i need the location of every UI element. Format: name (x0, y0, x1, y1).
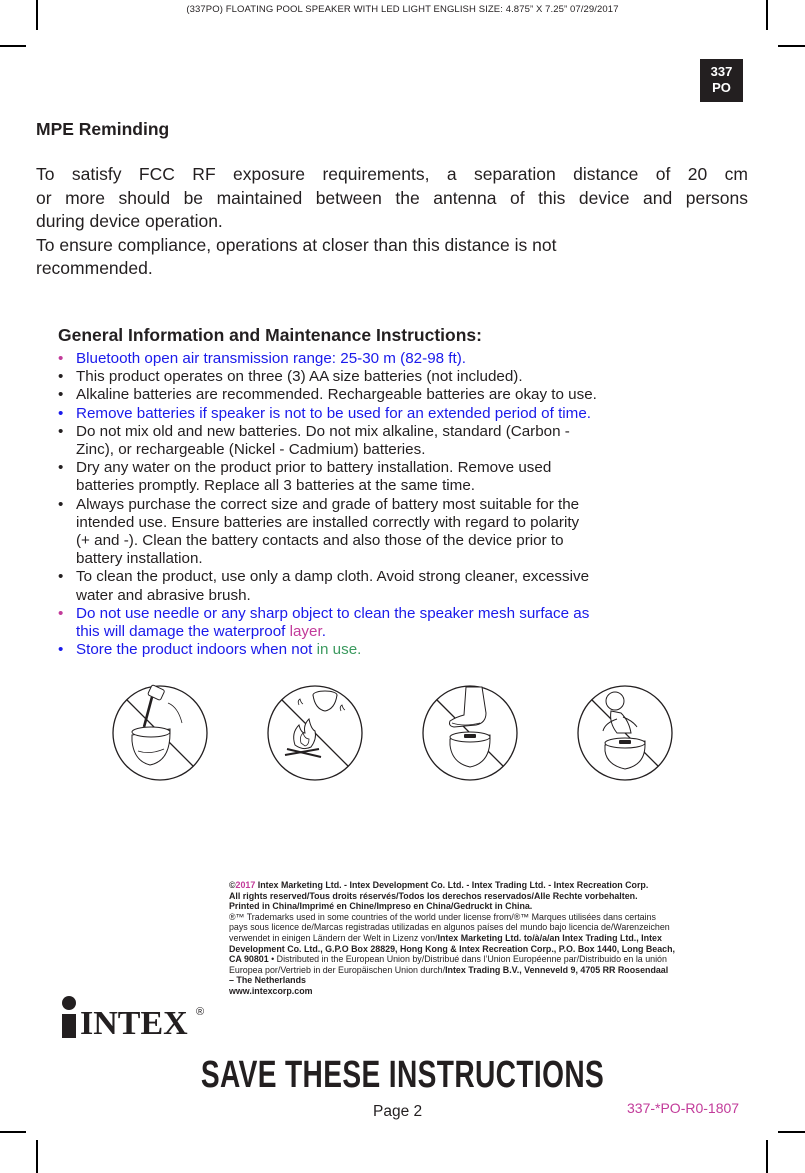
no-stepping-icon (420, 683, 520, 783)
list-item-line: Dry any water on the product prior to battery installation. Remove used (76, 459, 552, 477)
legal-line (229, 965, 769, 976)
badge-line-2: PO (712, 80, 731, 95)
list-item-tail: layer (289, 623, 322, 641)
list-item (58, 641, 758, 659)
list-item-line: Bluetooth open air transmission range: 25-30 m (82-98 ft). (76, 350, 467, 367)
no-child-sitting-graphic (575, 683, 675, 783)
bullet-icon: • (58, 368, 64, 386)
no-hammer-icon (110, 683, 210, 783)
no-stepping-graphic (420, 683, 520, 783)
list-item-period: . (321, 623, 326, 641)
mpe-line: To satisfy FCC RF exposure requirements, a separation distance of 20 cm (36, 164, 748, 184)
list-item (58, 459, 758, 495)
mpe-line: during device operation. (36, 211, 223, 231)
list-item-text: this will damage the waterproof (76, 623, 286, 641)
warning-icons (110, 683, 710, 783)
legal-line (229, 944, 769, 955)
list-item-line: battery installation. (76, 550, 203, 568)
list-item (58, 405, 758, 423)
list-item-text: Store the product indoors when not (76, 641, 313, 659)
list-item (58, 386, 758, 404)
no-fire-icon (265, 683, 365, 783)
mpe-body (36, 163, 748, 281)
list-item (58, 423, 758, 459)
list-item-line: Do not mix old and new batteries. Do not mix alkaline, standard (Carbon - (76, 422, 570, 440)
website-link: www.intexcorp.com (229, 985, 313, 996)
legal-text: – The Netherlands (229, 975, 306, 986)
list-item-line: intended use. Ensure batteries are installed correctly with regard to polarity (76, 513, 580, 531)
crop-mark (778, 45, 805, 47)
list-item (58, 496, 758, 569)
list-item-tail: in use. (316, 641, 362, 659)
mpe-line: or more should be maintained between the antenna of this device and persons (36, 187, 748, 208)
bullet-icon: • (58, 604, 64, 622)
maintenance-list (58, 350, 758, 659)
bullet-icon: • (58, 350, 64, 367)
list-item-line: This product operates on three (3) AA size batteries (not included). (76, 368, 523, 386)
legal-text: Intex Marketing Ltd. to/à/a/an Intex Trading Ltd., Intex (437, 932, 662, 943)
document-code: 337-*PO-R0-1807 (627, 1100, 740, 1116)
crop-mark (766, 1140, 768, 1173)
legal-line (229, 901, 769, 912)
bullet-icon: • (58, 495, 64, 513)
list-item-line: (+ and -). Clean the battery contacts and also those of the device prior to (76, 532, 564, 550)
copyright-symbol: © (229, 880, 236, 890)
print-slug: (337PO) FLOATING POOL SPEAKER WITH LED LIGHT ENGLISH SIZE: 4.875” X 7.25” 07/29/2017 (186, 4, 619, 15)
mpe-line: recommended. (36, 258, 153, 278)
bullet-icon: • (58, 404, 64, 422)
legal-line: ®™ Trademarks used in some countries of the world under license from/®™ Marques utilisées dans certains (229, 911, 656, 922)
bullet-icon: • (58, 568, 64, 586)
mpe-line: To ensure compliance, operations at closer than this distance is not (36, 234, 557, 255)
no-child-sitting-icon (575, 683, 675, 783)
legal-text: Intex Trading B.V., Venneveld 9, 4705 RR Roosendaal (445, 964, 669, 975)
legal-line (229, 880, 769, 891)
bullet-icon: • (58, 386, 64, 404)
list-item-line (76, 641, 758, 659)
save-instructions-heading: SAVE THESE INSTRUCTIONS (200, 1054, 605, 1096)
legal-text: Printed in China/Imprimé en Chine/Impreso en China/Gedruckt in China. (229, 901, 533, 912)
mpe-title: MPE Reminding (36, 119, 170, 139)
list-item-line: Alkaline batteries are recommended. Rechargeable batteries are okay to use. (76, 386, 597, 404)
legal-line (229, 975, 769, 986)
list-item (58, 368, 758, 386)
bullet-icon: • (58, 641, 64, 659)
list-item-line: To clean the product, use only a damp cloth. Avoid strong cleaner, excessive (76, 568, 590, 586)
list-item-line (76, 623, 758, 641)
legal-line (229, 954, 769, 965)
intex-logo-mark-icon (60, 992, 80, 1044)
crop-mark (778, 1131, 805, 1133)
legal-text: Europea por/Vertrieb in der Europäischen Union durch/ (229, 964, 446, 975)
list-item-line: batteries promptly. Replace all 3 batteries at the same time. (76, 477, 475, 495)
legal-text: verwendet in einigen Ländern der Welt in Lizenz von/ (229, 932, 438, 943)
bullet-icon: • (58, 459, 64, 477)
crop-mark (36, 1140, 38, 1173)
list-item-line: water and abrasive brush. (76, 586, 251, 604)
legal-line (229, 986, 769, 997)
registered-mark: ® (196, 1006, 205, 1018)
list-item (58, 568, 758, 604)
intex-logo (60, 992, 210, 1044)
legal-text: Intex Marketing Ltd. - Intex Development Co. Ltd. - Intex Trading Ltd. - Intex Recreation Corp. (255, 880, 649, 890)
list-item-line: Do not use needle or any sharp object to clean the speaker mesh surface as (76, 604, 590, 622)
logo-wordmark: INTEX (80, 1005, 188, 1042)
no-hammer-graphic (110, 683, 210, 783)
list-item (58, 350, 758, 368)
badge-line-1: 337 (710, 64, 733, 79)
legal-text: • Distributed in the European Union by/Distribué dans l’Union Européenne par/Distribuido en la unión (268, 954, 667, 965)
general-info-title: General Information and Maintenance Instructions: (58, 325, 482, 345)
bullet-icon: • (58, 422, 64, 440)
model-badge (700, 59, 743, 102)
legal-text: CA 90801 (229, 954, 269, 965)
legal-text: All rights reserved/Tous droits réservés/Todos los derechos reservados/Alle Rechte vorbehalten. (229, 890, 638, 901)
no-fire-graphic (265, 683, 365, 783)
legal-notice (229, 880, 769, 997)
legal-text: Development Co. Ltd., G.P.O Box 28829, Hong Kong & Intex Recreation Corp., P.O. Box 1440, Long Beach, (229, 943, 675, 954)
list-item-line: Zinc), or rechargeable (Nickel - Cadmium) batteries. (76, 441, 426, 459)
copyright-year: 2017 (235, 880, 256, 890)
list-item (58, 605, 758, 641)
crop-mark (0, 1131, 26, 1133)
legal-line (229, 933, 769, 944)
legal-line (229, 891, 769, 902)
list-item-line: Always purchase the correct size and grade of battery most suitable for the (76, 495, 580, 513)
page-number: Page 2 (373, 1103, 423, 1120)
crop-mark (0, 45, 26, 47)
list-item-line: Remove batteries if speaker is not to be used for an extended period of time. (76, 404, 591, 422)
legal-line: pays sous licence de/Marcas registradas utilizadas en algunos países del mundo bajo licencia de/Warenzeichen (229, 922, 670, 933)
